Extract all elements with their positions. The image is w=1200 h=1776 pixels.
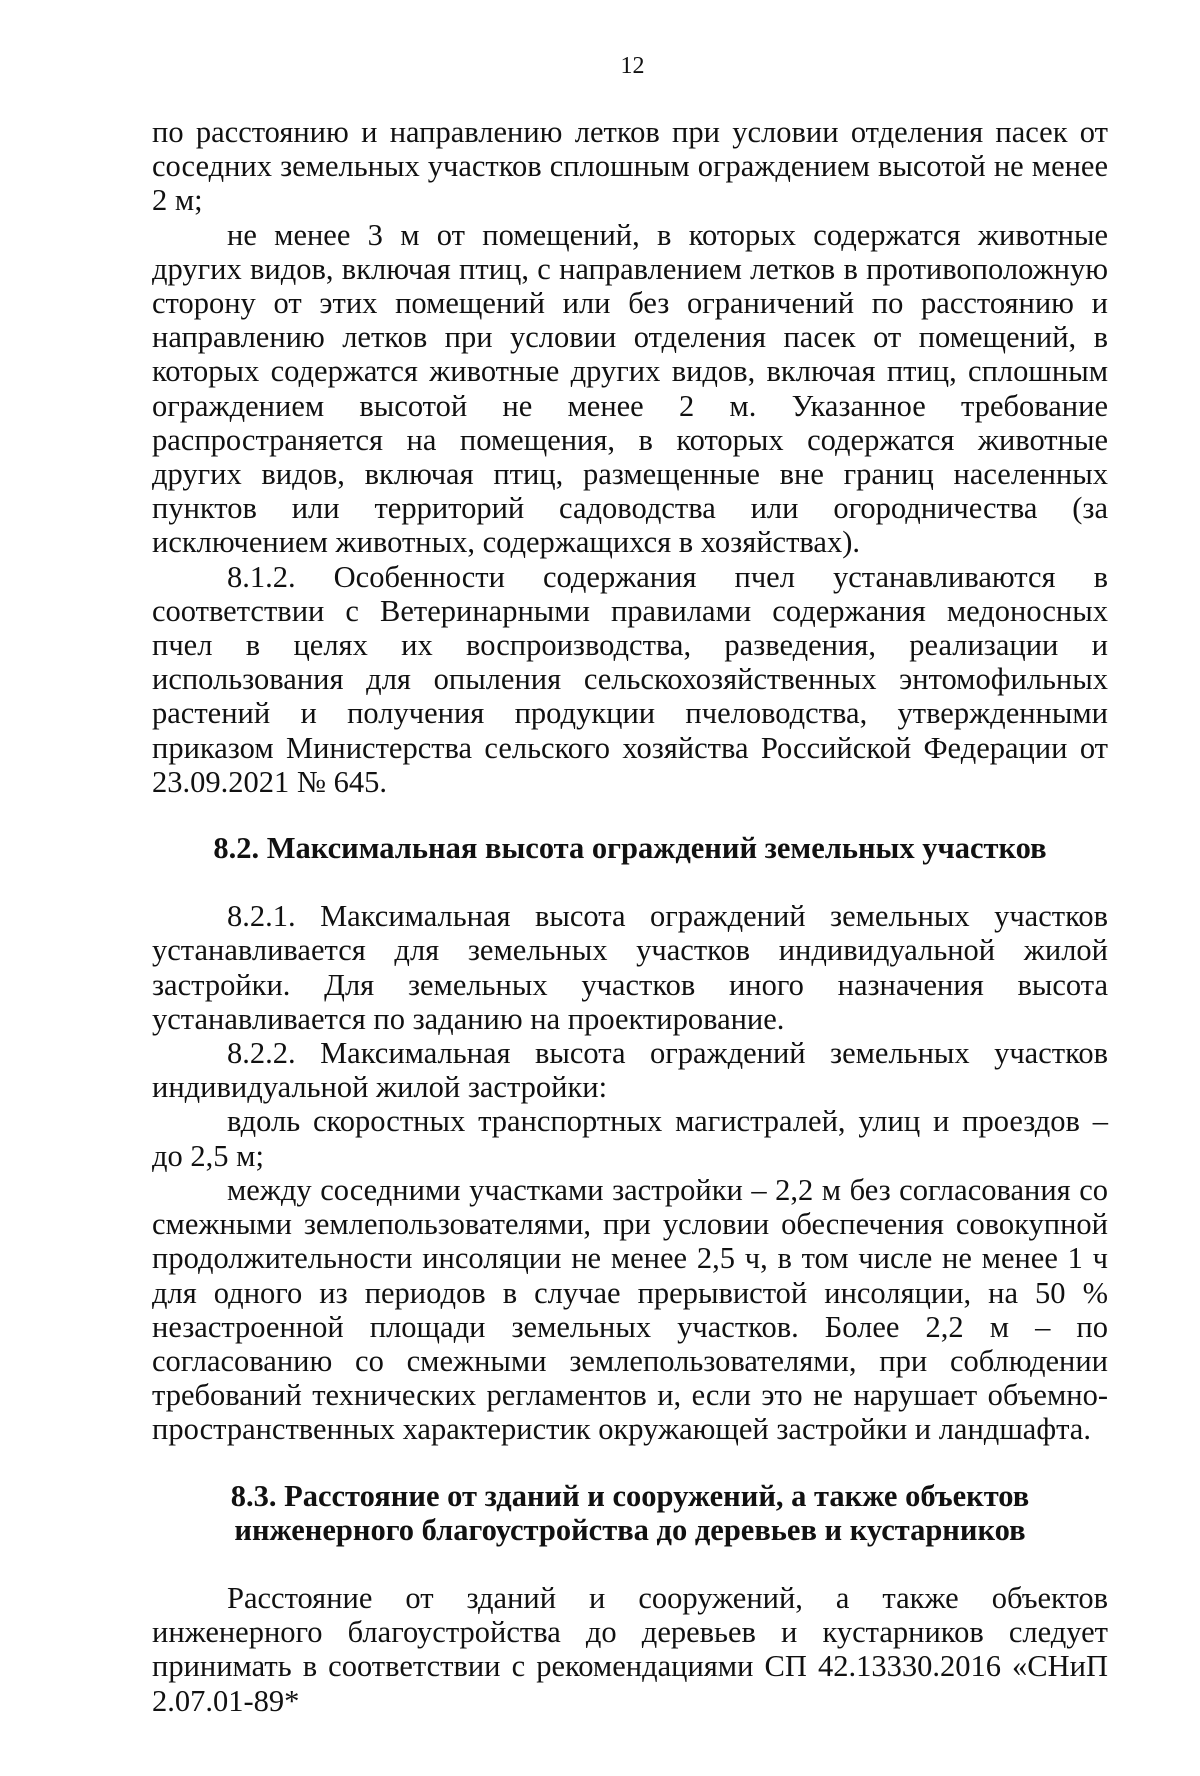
- paragraph-livestock-distance: не менее 3 м от помещений, в которых содержатся животные других видов, включая птиц, с направлением летков в противоположную сторону от этих помещений или без ограничений по расстоянию и направлению летков при условии отделения пасек от помещений, в которых содержатся животные других видов, включая птиц, сплошным ограждением высотой не менее 2 м. Указанное требование распространяется на помещения, в которых содержатся животные других видов, включая птиц, размещенные вне границ населенных пунктов или территорий садоводства или огородничества (за исключением животных, содержащихся в хозяйствах).: [152, 217, 1108, 560]
- paragraph-along-roads: вдоль скоростных транспортных магистралей, улиц и проездов – до 2,5 м;: [152, 1104, 1108, 1173]
- document-body: [152, 115, 1108, 1718]
- page-number: 12: [620, 53, 645, 79]
- paragraph-between-plots: между соседними участками застройки – 2,2 м без согласования со смежными землепользователями, при условии обеспечения совокупной продолжительности инсоляции не менее 2,5 ч, в том числе не менее 1 ч для одного из периодов в случае прерывистой инсоляции, на 50 % незастроенной площади земельных участков. Более 2,2 м – по согласованию со смежными землепользователями, при соблюдении требований технических регламентов и, если это не нарушает объемно-пространственных характеристик окружающей застройки и ландшафта.: [152, 1172, 1108, 1447]
- heading-8-3-line2: инженерного благоустройства до деревьев и кустарников: [234, 1512, 1026, 1547]
- paragraph-8-1-2: 8.1.2. Особенности содержания пчел устанавливаются в соответствии с Ветеринарными правилами содержания медоносных пчел в целях их воспроизводства, разведения, реализации и использования для опыления сельскохозяйственных энтомофильных растений и получения продукции пчеловодства, утвержденными приказом Министерства сельского хозяйства Российской Федерации от 23.09.2021 № 645.: [152, 559, 1108, 799]
- paragraph-8-2-2: 8.2.2. Максимальная высота ограждений земельных участков индивидуальной жилой застройки:: [152, 1036, 1108, 1105]
- heading-8-3-line1: 8.3. Расстояние от зданий и сооружений, а также объектов: [230, 1478, 1030, 1513]
- paragraph-8-2-1: 8.2.1. Максимальная высота ограждений земельных участков устанавливается для земельных участков индивидуальной жилой застройки. Для земельных участков иного назначения высота устанавливается по заданию на проектирование.: [152, 899, 1108, 1036]
- heading-8-2: 8.2. Максимальная высота ограждений земельных участков: [213, 831, 1047, 866]
- paragraph-continuation: по расстоянию и направлению летков при условии отделения пасек от соседних земельных участков сплошным ограждением высотой не менее 2 м;: [152, 115, 1108, 218]
- paragraph-8-3: Расстояние от зданий и сооружений, а также объектов инженерного благоустройства до деревьев и кустарников следует принимать в соответствии с рекомендациями СП 42.13330.2016 «СНиП 2.07.01-89*: [152, 1580, 1108, 1718]
